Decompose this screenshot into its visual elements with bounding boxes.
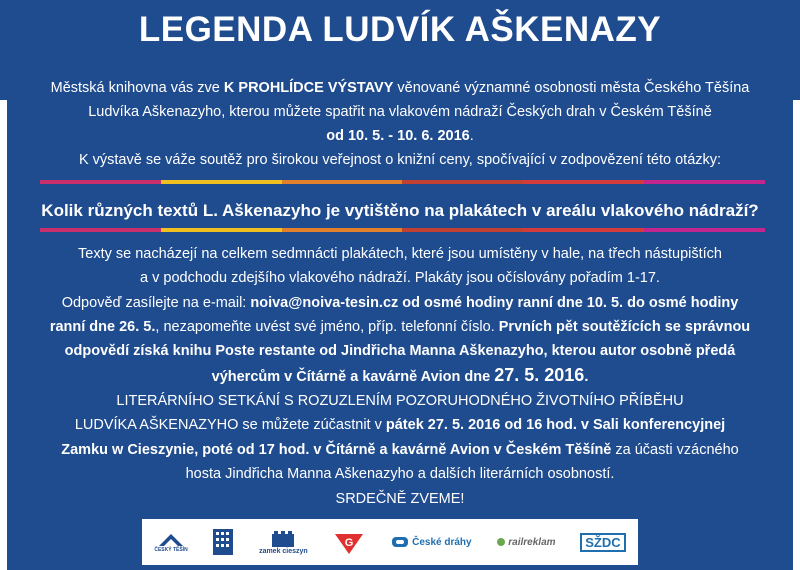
contest-question: Kolik různých textů L. Aškenazyho je vytištěno na plakátech v areálu vlakového nádraží? — [41, 201, 759, 220]
stripe-segment — [644, 228, 765, 232]
left-border — [0, 100, 7, 570]
g-logo-letter: G — [345, 537, 354, 549]
stripe-segment — [40, 180, 161, 184]
stripe-segment — [282, 228, 403, 232]
right-border — [793, 100, 800, 570]
intro-line-1: Městská knihovna vás zve K PROHLÍDCE VÝSTAVY věnované významné osobnosti města Českého Těšína — [50, 80, 750, 96]
stripe-segment — [40, 228, 161, 232]
body-line-3: Odpověď zasílejte na e-mail: noiva@noiva-tesin.cz od osmé hodiny ranní dne 10. 5. do osmé hodiny — [61, 295, 739, 311]
stripe-segment — [644, 180, 765, 184]
stripe-segment — [402, 180, 523, 184]
g-logo — [332, 528, 366, 556]
stripe-segment — [161, 228, 282, 232]
body-line-6: výhercům v Čítárně a kavárně Avion dne 27. 5. 2016. — [211, 365, 589, 385]
body-line-5: odpovědí získá knihu Poste restante od Jindřicha Manna Aškenazyho, kterou autor osobně předá — [64, 343, 736, 359]
stripe-segment — [161, 180, 282, 184]
page-title: LEGENDA LUDVÍK AŠKENAZY — [138, 10, 662, 49]
body-line-2: a v podchodu zdejšího vlakového nádraží. Plakáty jsou očíslovány pořadím 1-17. — [140, 270, 660, 286]
intro-line-3: od 10. 5. - 10. 6. 2016. — [326, 128, 474, 144]
body-line-7: LITERÁRNÍHO SETKÁNÍ S ROZUZLENÍM POZORUHODNÉHO ŽIVOTNÍHO PŘÍBĚHU — [116, 393, 684, 409]
color-stripe-bottom — [40, 228, 765, 232]
intro-line-2: Ludvíka Aškenazyho, kterou můžete spatřit na vlakovém nádraží Českých drah v Českém Těšíně — [88, 104, 712, 120]
body-line-9: Zamku w Cieszynie, poté od 17 hod. v Čítárně a kavárně Avion v Českém Těšíně za účasti vzácného — [61, 442, 739, 458]
color-stripe-top — [40, 180, 765, 184]
body-line-8: LUDVÍKA AŠKENAZYHO se můžete zúčastnit v pátek 27. 5. 2016 od 16 hod. v Sali konferencyjnej — [74, 417, 726, 433]
body-line-10: hosta Jindřicha Manna Aškenazyho a dalších literárních osobností. — [185, 466, 615, 482]
zamek-cieszyn-logo: zamek cieszyn — [259, 530, 308, 555]
ceske-drahy-logo: České dráhy — [391, 536, 471, 548]
cesky-tesin-logo: ČESKÝ TĚŠÍN — [154, 531, 187, 553]
stripe-segment — [402, 228, 523, 232]
body-line-11: SRDEČNĚ ZVEME! — [335, 491, 465, 507]
stripe-segment — [523, 180, 644, 184]
email-link: noiva@noiva-tesin.cz od osmé hodiny ranní dne 10. 5. do osmé hodiny — [250, 295, 739, 311]
stripe-segment — [523, 228, 644, 232]
intro-line-4: K výstavě se váže soutěž pro širokou veřejnost o knižní ceny, spočívající v zodpovězení této otázky: — [78, 152, 722, 168]
szdc-logo: SŽDC — [580, 533, 625, 552]
sponsor-logos — [142, 519, 638, 565]
library-logo — [212, 528, 234, 556]
railreklam-logo: railreklam — [496, 537, 555, 548]
body-line-1: Texty se nacházejí na celkem sedmnácti plakátech, které jsou umístěny v hale, na třech nástupištích — [78, 246, 722, 262]
stripe-segment — [282, 180, 403, 184]
body-line-4: ranní dne 26. 5., nezapomeňte uvést své jméno, příp. telefonní číslo. Prvních pět soutěžících se správnou — [49, 319, 751, 335]
